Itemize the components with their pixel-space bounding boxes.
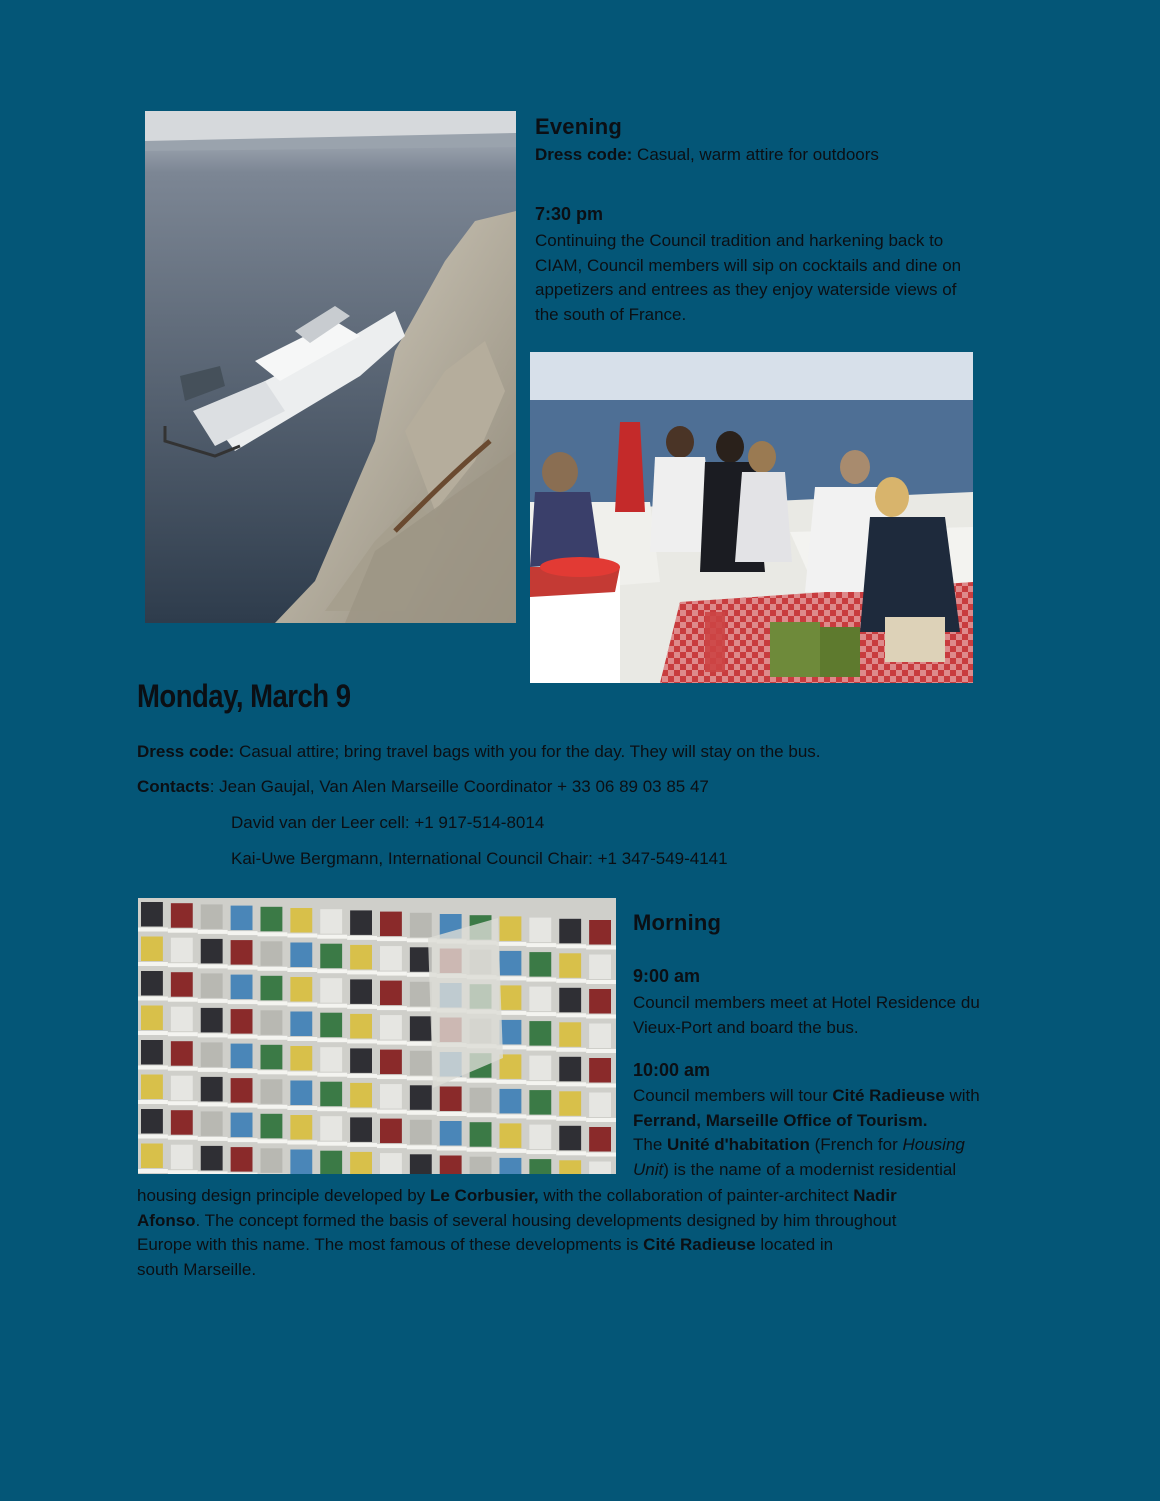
morning-time-2-desc xyxy=(633,1084,980,1182)
unite-paragraph xyxy=(137,1184,897,1282)
contacts-label: Contacts xyxy=(137,777,210,796)
evening-description xyxy=(535,229,961,327)
monday-dress-code xyxy=(137,740,821,765)
unite-mid: (French for xyxy=(809,1135,903,1154)
p3-post: located in xyxy=(755,1235,834,1254)
unite-line xyxy=(633,1133,980,1158)
p3-bold: Cité Radieuse xyxy=(643,1235,756,1254)
p2-post: . The concept formed the basis of several housing developments designed by him throughout xyxy=(195,1210,897,1230)
p2-bold: Afonso xyxy=(137,1210,196,1230)
evening-desc-line: Continuing the Council tradition and harkening back to xyxy=(535,231,944,250)
morning-desc-line: Council members meet at Hotel Residence du xyxy=(633,993,980,1012)
unit-post: ) is the name of a modernist residential xyxy=(663,1159,957,1179)
paragraph-line xyxy=(137,1233,897,1258)
unite-bold: Unité d'habitation xyxy=(667,1135,810,1154)
contact-entry: Kai-Uwe Bergmann, International Council Chair: +1 347-549-4141 xyxy=(231,849,728,868)
cite-radieuse-photo xyxy=(138,898,616,1174)
unite-italic: Housing xyxy=(902,1135,965,1154)
contact-entry: : Jean Gaujal, Van Alen Marseille Coordinator + 33 06 89 03 85 47 xyxy=(209,777,709,796)
p1-bold2: Nadir xyxy=(853,1186,897,1205)
p3-pre: Europe with this name. The most famous of these developments is xyxy=(137,1235,644,1254)
tour-line xyxy=(633,1084,980,1109)
evening-desc-line: CIAM, Council members will sip on cocktails and dine on xyxy=(535,255,962,275)
contacts-line xyxy=(137,775,709,800)
evening-heading: Evening xyxy=(535,114,622,139)
morning-time-2: 10:00 am xyxy=(633,1060,711,1080)
p1-mid: with the collaboration of painter-architect xyxy=(538,1186,854,1205)
yacht-cliff-photo xyxy=(145,111,516,623)
tour-pre: Council members will tour xyxy=(633,1086,833,1105)
morning-desc-line: Vieux-Port and board the bus. xyxy=(633,1017,859,1037)
boat-party-photo xyxy=(530,352,973,683)
unite-pre: The xyxy=(633,1135,668,1154)
paragraph-line xyxy=(137,1209,897,1234)
tour-post: with xyxy=(944,1086,980,1105)
evening-desc-line: appetizers and entrees as they enjoy waterside views of xyxy=(535,280,957,299)
unit-italic: Unit xyxy=(633,1159,664,1179)
evening-dress-label: Dress code: xyxy=(535,145,633,164)
morning-time-1-desc xyxy=(633,991,980,1040)
evening-dress-code xyxy=(535,143,879,168)
contact-entry: David van der Leer cell: +1 917-514-8014 xyxy=(231,813,545,832)
evening-desc-line: the south of France. xyxy=(535,304,687,324)
morning-heading: Morning xyxy=(633,910,722,935)
evening-time: 7:30 pm xyxy=(535,204,604,224)
p1-bold: Le Corbusier, xyxy=(429,1186,539,1205)
guide-line: Ferrand, Marseille Office of Tourism. xyxy=(633,1110,928,1130)
day-title: Monday, March 9 xyxy=(137,678,351,714)
paragraph-line: south Marseille. xyxy=(137,1259,257,1279)
monday-dress-text: Casual attire; bring travel bags with you for the day. They will stay on the bus. xyxy=(234,742,821,761)
unit-line xyxy=(633,1158,980,1183)
morning-time-1: 9:00 am xyxy=(633,966,701,986)
evening-dress-text: Casual, warm attire for outdoors xyxy=(632,145,879,164)
p1-pre: housing design principle developed by xyxy=(137,1186,430,1205)
tour-bold: Cité Radieuse xyxy=(832,1086,945,1105)
monday-dress-label: Dress code: xyxy=(137,742,235,761)
paragraph-line xyxy=(137,1184,897,1209)
